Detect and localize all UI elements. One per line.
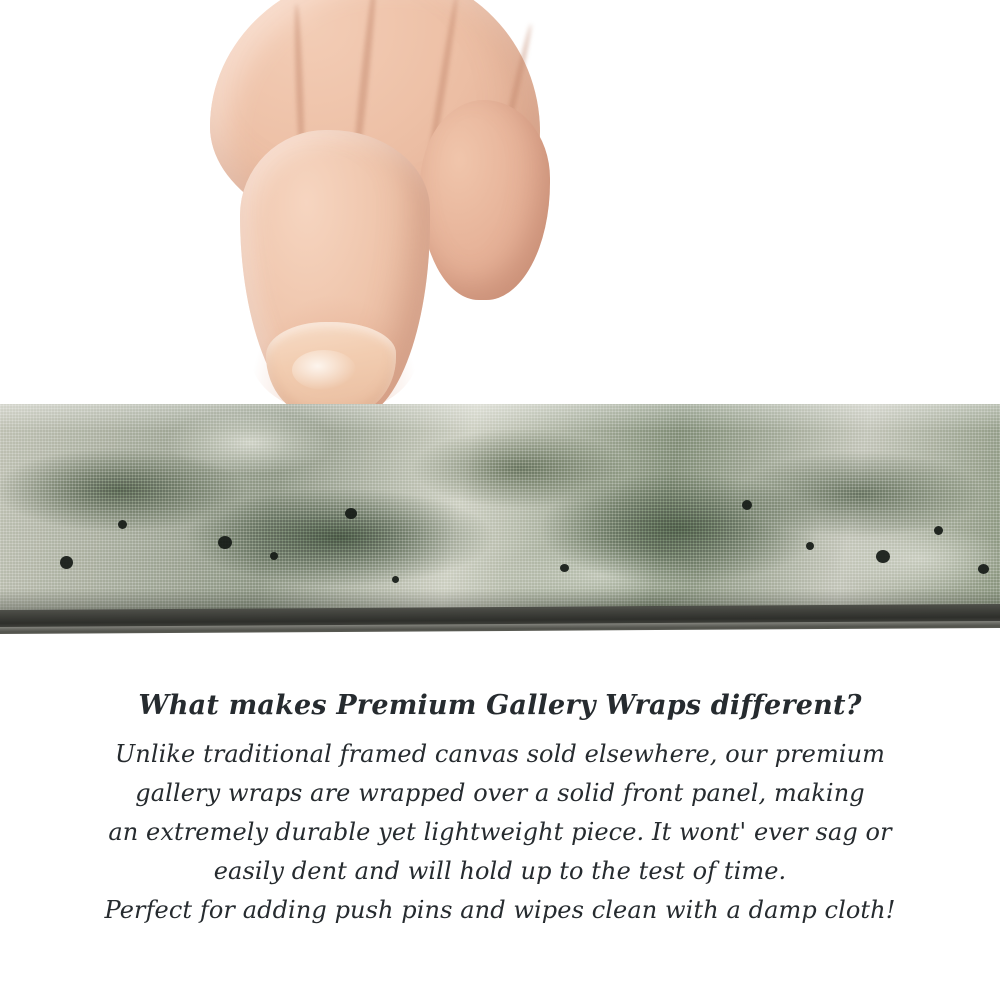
caption-line: Unlike traditional framed canvas sold elsewhere, our premium <box>114 740 885 768</box>
fingernail-highlight <box>292 350 356 390</box>
adjacent-finger <box>420 100 550 300</box>
artwork-speck <box>560 564 569 572</box>
caption-line: gallery wraps are wrapped over a solid front panel, making <box>135 778 865 807</box>
artwork-speck <box>118 520 127 529</box>
artwork-speck <box>876 550 890 563</box>
caption-line: easily dent and will hold up to the test of time. <box>213 856 787 885</box>
caption-heading: What makes Premium Gallery Wraps different? <box>138 690 862 721</box>
hand-illustration <box>120 0 580 440</box>
artwork-speck <box>270 552 278 560</box>
artwork-speck <box>345 508 357 519</box>
artwork-speck <box>392 576 399 583</box>
caption-line: Perfect for adding push pins and wipes clean with a damp cloth! <box>104 895 896 924</box>
canvas-weave-texture <box>0 404 1000 619</box>
caption-block <box>0 690 1000 929</box>
canvas-top-highlight <box>0 404 1000 430</box>
caption-line: an extremely durable yet lightweight piece. It wont' ever sag or <box>108 817 892 846</box>
artwork-speck <box>218 536 232 549</box>
index-finger <box>240 130 430 420</box>
artwork-speck <box>60 556 73 569</box>
artwork-speck <box>806 542 814 550</box>
artwork-speck <box>978 564 989 574</box>
artwork-speck <box>934 526 943 535</box>
canvas-wrap-face <box>0 404 1000 619</box>
artwork-speck <box>742 500 752 510</box>
